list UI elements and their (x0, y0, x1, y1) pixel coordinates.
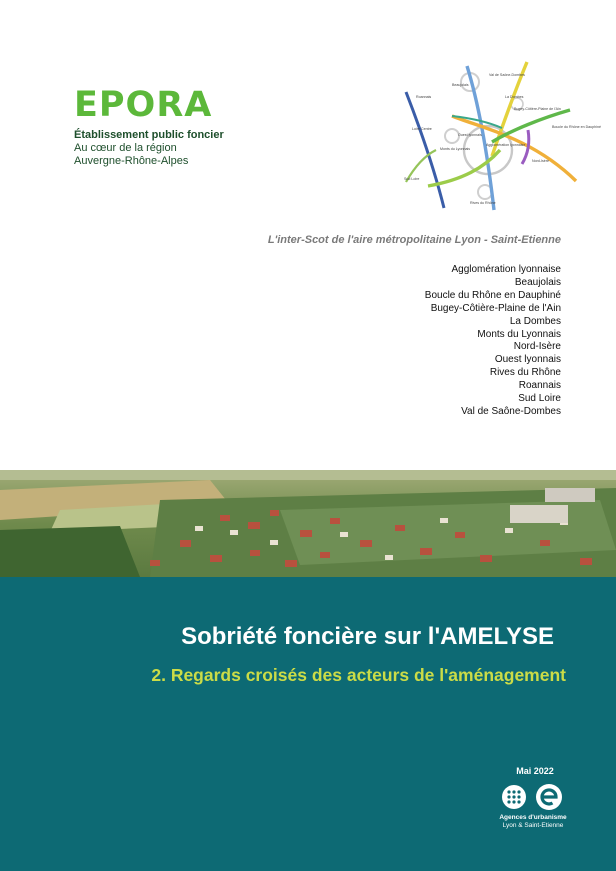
diagram-label: Agglomération lyonnaise (486, 143, 526, 147)
member-item: Roannais (518, 380, 561, 392)
report-subtitle: 2. Regards croisés des acteurs de l'aménagement (151, 665, 566, 685)
member-item: Beaujolais (514, 276, 561, 288)
epora-tagline: Établissement public foncier (74, 129, 224, 141)
member-item: Ouest lyonnais (494, 354, 561, 366)
member-item: Bugey-Côtière-Plaine de l'Ain (430, 302, 561, 314)
aerial-town-photo (0, 470, 616, 577)
diagram-label: Val de Saône-Dombes (489, 73, 525, 77)
member-item: Val de Saône-Dombes (461, 405, 561, 417)
diagram-label: Sud Loire (404, 177, 420, 181)
diagram-label: Monts du Lyonnais (440, 147, 471, 151)
epora-region-line2: Auvergne-Rhône-Alpes (74, 155, 189, 167)
epora-logo-word: EPORA (74, 85, 213, 125)
agency-logo-icon (500, 782, 566, 812)
member-list (425, 264, 561, 419)
diagram-label: Ouest lyonnais (458, 133, 482, 137)
diagram-label: Bugey-Côtière-Plaine de l'Ain (514, 107, 561, 111)
diagram-label: La Dombes (505, 95, 524, 99)
interscot-map-diagram (392, 58, 601, 216)
epora-logo (74, 86, 224, 168)
diagram-label: Beaujolais (452, 83, 469, 87)
member-item: Rives du Rhône (489, 367, 561, 379)
publication-date: Mai 2022 (516, 766, 554, 776)
member-item: Monts du Lyonnais (477, 328, 561, 340)
report-title: Sobriété foncière sur l'AMELYSE (181, 623, 554, 650)
interscot-heading: L'inter-Scot de l'aire métropolitaine Lyon - Saint-Etienne (267, 234, 561, 246)
member-item: Agglomération lyonnaise (451, 264, 561, 275)
agency-cities: Lyon & Saint-Etienne (502, 822, 564, 829)
diagram-label: Nord-Isère (532, 159, 549, 163)
member-item: La Dombes (509, 315, 561, 327)
diagram-label: Roannais (416, 95, 432, 99)
member-item: Sud Loire (518, 393, 561, 405)
member-item: Nord-Isère (513, 341, 561, 353)
epora-region-line1: Au cœur de la région (74, 142, 177, 154)
diagram-label: Rives du Rhône (470, 201, 496, 205)
agency-name: Agences d'urbanisme (499, 814, 567, 821)
diagram-label: Boucle du Rhône en Dauphiné (552, 125, 601, 129)
member-item: Boucle du Rhône en Dauphiné (424, 289, 561, 301)
diagram-label: Loire Centre (412, 127, 432, 131)
